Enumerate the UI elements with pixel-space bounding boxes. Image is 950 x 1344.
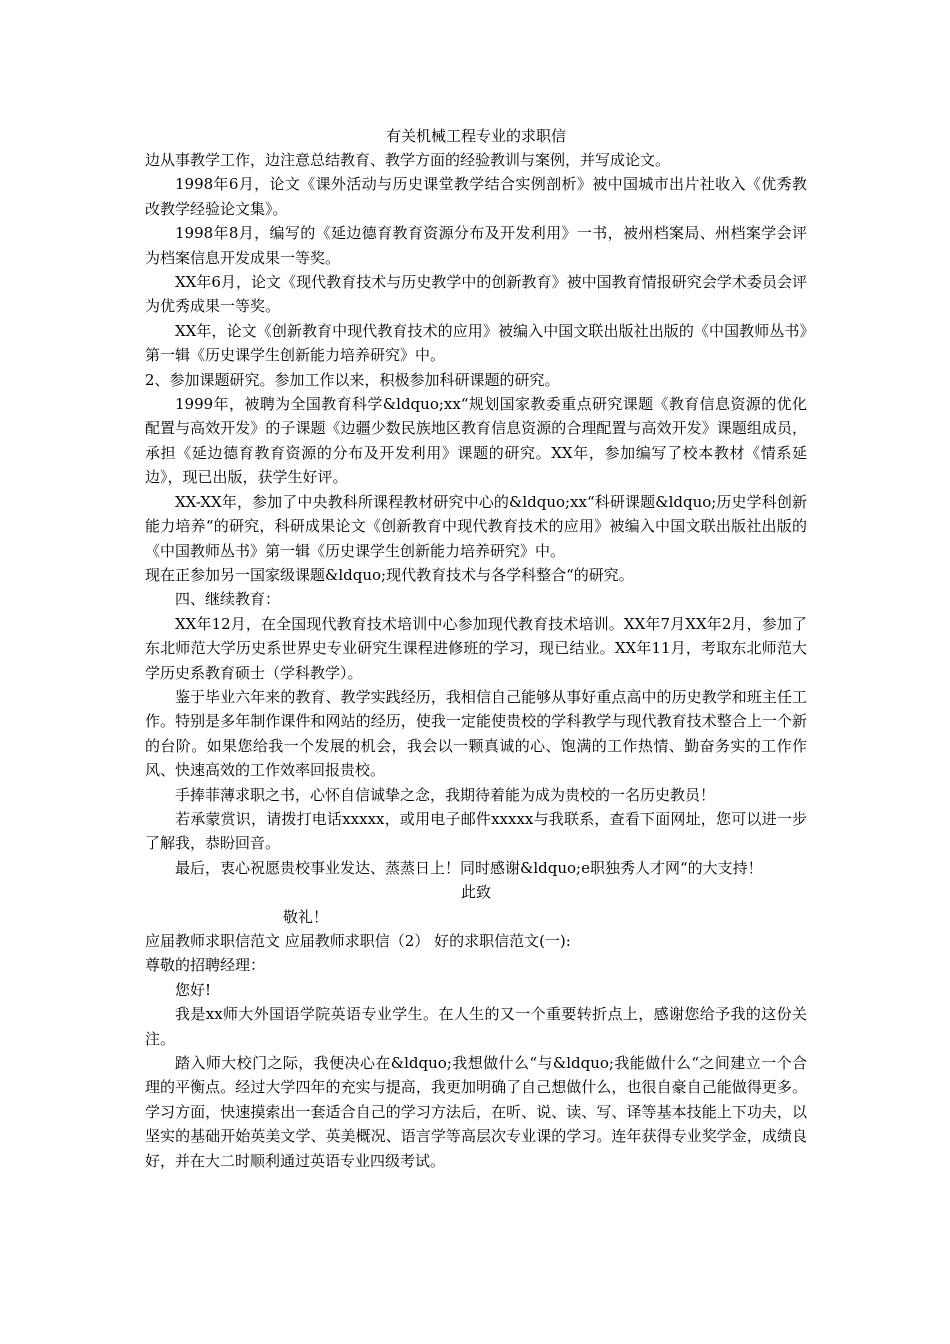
section-title: 应届教师求职信范文 应届教师求职信（2） 好的求职信范文(一): [145,932,571,950]
paragraph: 踏入师大校门之际，我便决心在&ldquo;我想做什么“与&ldquo;我能做什么“之间建立一个合理的平衡点。经过大学四年的充实与提高，我更加明确了自己想做什么，也很自豪自己能做得更多。学习方面，快速摸索出一套适合自己的学习方法后，在听、说、读、写、译等基本技能上下功夫，以坚实的基础开始英美文学、英美概况、语言学等高层次专业课的学习。连年获得专业奖学金，成绩良好，并在大二时顺利通过英语专业四级考试。 [145,1054,807,1170]
paragraph: 若承蒙赏识，请拨打电话xxxxx，或用电子邮件xxxxx与我联系，查看下面网址，您可以进一步了解我，恭盼回音。 [145,809,807,853]
closing-phrase: 此致 [460,883,491,902]
paragraph: XX年12月，在全国现代教育技术培训中心参加现代教育技术培训。XX年7月XX年2月，参加了东北师范大学历史系世界史专业研究生课程进修班的学习，现已结业。XX年11月，考取东北师范大学历史系教育硕士（学科教学）。 [145,614,807,682]
paragraph: 现在正参加另一国家级课题&ldquo;现代教育技术与各学科整合“的研究。 [145,565,634,584]
paragraph: 最后，衷心祝愿贵校事业发达、蒸蒸日上！同时感谢&ldquo;e职独秀人才网“的大支持！ [175,858,763,877]
section-heading: 2、参加课题研究。参加工作以来，积极参加科研课题的研究。 [145,370,560,389]
paragraph: 1999年，被聘为全国教育科学&ldquo;xx“规划国家教委重点研究课题《教育信息资源的优化配置与高效开发》的子课题《边疆少数民族地区教育信息资源的合理配置与高效开发》课题组成员，承担《延边德育教育资源的分布及开发利用》课题的研究。XX年，参加编写了校本教材《情系延边》，现已出版，获学生好评。 [145,395,807,487]
greeting: 尊敬的招聘经理： [145,956,266,975]
greeting-hello: 您好! [175,980,212,999]
section-heading: 四、继续教育： [175,590,281,609]
paragraph: XX年6月，论文《现代教育技术与历史教学中的创新教育》被中国教育情报研究会学术委员会评为优秀成果一等奖。 [145,273,807,316]
paragraph: XX-XX年，参加了中央教科所课程教材研究中心的&ldquo;xx“科研课题&ldquo;历史学科创新能力培养“的研究，科研成果论文《创新教育中现代教育技术的应用》被编入中国文联出版社出版的《中国教师丛书》第一辑《历史课学生创新能力培养研究》中。 [145,492,807,560]
document-page [145,124,807,1173]
paragraph: 我是xx师大外国语学院英语专业学生。在人生的又一个重要转折点上，感谢您给予我的这份关注。 [145,1005,807,1048]
paragraph: 手捧菲薄求职之书，心怀自信诚挚之念，我期待着能为成为贵校的一名历史教员！ [175,785,716,804]
document-title: 有关机械工程专业的求职信 [385,127,566,145]
paragraph: 1998年6月，论文《课外活动与历史课堂教学结合实例剖析》被中国城市出片社收入《优秀教改教学经验论文集》。 [145,175,807,218]
paragraph: 边从事教学工作，边注意总结教育、教学方面的经验教训与案例，并写成论文。 [145,151,671,169]
paragraph: 鉴于毕业六年来的教育、教学实践经历，我相信自己能够从事好重点高中的历史教学和班主任工作。特别是多年制作课件和网站的经历，使我一定能使贵校的学科教学与现代教育技术整合上一个新的台阶。如果您给我一个发展的机会，我会以一颗真诚的心、饱满的工作热情、勤奋务实的工作作风、快速高效的工作效率回报贵校。 [145,687,807,780]
salutation: 敬礼！ [283,907,329,926]
paragraph: 1998年8月，编写的《延边德育教育资源分布及开发利用》一书，被州档案局、州档案学会评为档案信息开发成果一等奖。 [145,224,807,267]
paragraph: XX年，论文《创新教育中现代教育技术的应用》被编入中国文联出版社出版的《中国教师丛书》第一辑《历史课学生创新能力培养研究》中。 [145,321,807,365]
